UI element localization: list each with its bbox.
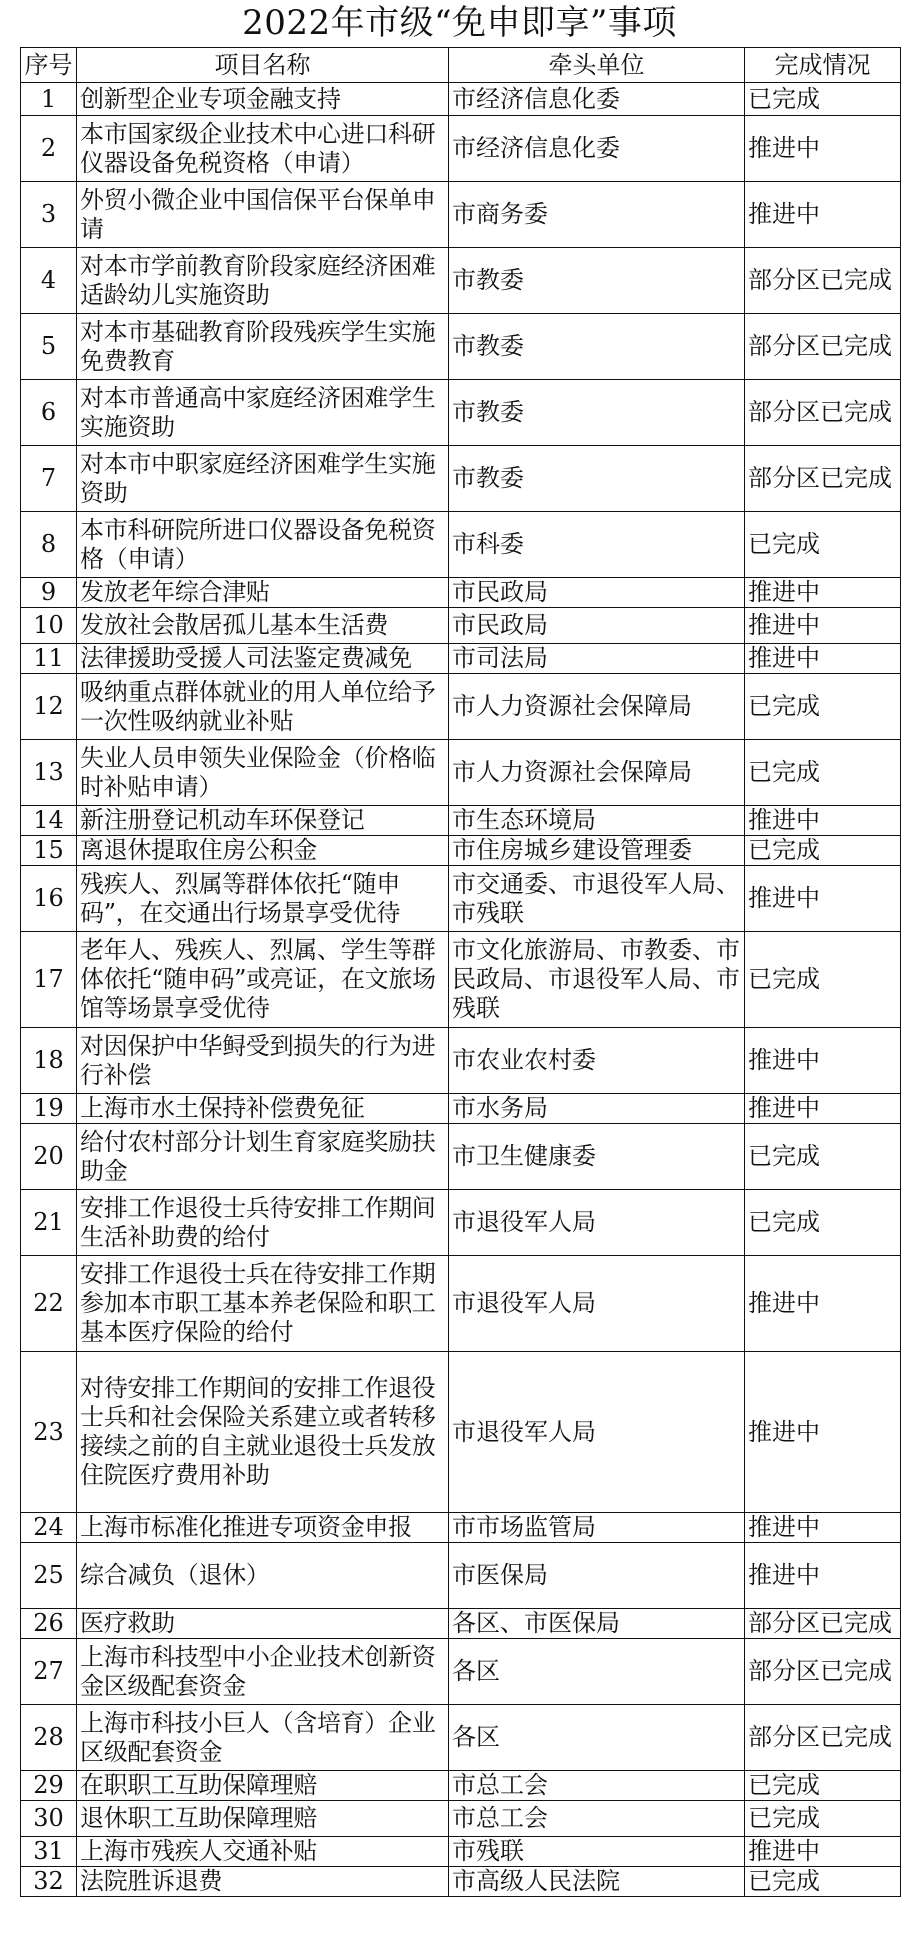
item-name: 上海市科技型中小企业技术创新资金区级配套资金 [77,1639,449,1705]
item-name: 在职职工互助保障理赔 [77,1771,449,1801]
table-row [21,866,901,932]
status: 部分区已完成 [745,1609,901,1639]
table-row [21,248,901,314]
table-row [21,1609,901,1639]
row-number: 2 [21,116,77,182]
table-row [21,1256,901,1352]
table-row [21,806,901,836]
row-number: 31 [21,1837,77,1867]
lead-dept: 市医保局 [449,1543,745,1609]
table-row [21,1801,901,1837]
status: 推进中 [745,866,901,932]
status: 已完成 [745,1771,901,1801]
row-number: 20 [21,1124,77,1190]
row-number: 13 [21,740,77,806]
item-name: 对因保护中华鲟受到损失的行为进行补偿 [77,1028,449,1094]
table-row [21,1543,901,1609]
status: 推进中 [745,1256,901,1352]
lead-dept: 各区、市医保局 [449,1609,745,1639]
item-name: 对本市中职家庭经济困难学生实施资助 [77,446,449,512]
row-number: 26 [21,1609,77,1639]
row-number: 14 [21,806,77,836]
row-number: 17 [21,932,77,1028]
status: 已完成 [745,1801,901,1837]
item-name: 外贸小微企业中国信保平台保单申请 [77,182,449,248]
row-number: 19 [21,1094,77,1124]
status: 推进中 [745,644,901,674]
row-number: 12 [21,674,77,740]
lead-dept: 市教委 [449,314,745,380]
row-number: 23 [21,1352,77,1513]
row-number: 32 [21,1867,77,1897]
status: 已完成 [745,932,901,1028]
row-number: 5 [21,314,77,380]
item-name: 上海市水土保持补偿费免征 [77,1094,449,1124]
row-number: 30 [21,1801,77,1837]
table-row [21,644,901,674]
item-name: 安排工作退役士兵在待安排工作期参加本市职工基本养老保险和职工基本医疗保险的给付 [77,1256,449,1352]
lead-dept: 市残联 [449,1837,745,1867]
item-name: 上海市科技小巨人（含培育）企业区级配套资金 [77,1705,449,1771]
item-name: 发放社会散居孤儿基本生活费 [77,608,449,644]
lead-dept: 市市场监管局 [449,1513,745,1543]
status: 已完成 [745,1124,901,1190]
lead-dept: 市住房城乡建设管理委 [449,836,745,866]
item-name: 法律援助受援人司法鉴定费减免 [77,644,449,674]
table-row [21,83,901,116]
table-row [21,740,901,806]
table-row [21,932,901,1028]
item-name: 新注册登记机动车环保登记 [77,806,449,836]
lead-dept: 市人力资源社会保障局 [449,674,745,740]
lead-dept: 市经济信息化委 [449,83,745,116]
table-row [21,1124,901,1190]
lead-dept: 市民政局 [449,608,745,644]
lead-dept: 市退役军人局 [449,1352,745,1513]
table-row [21,1867,901,1897]
status: 推进中 [745,806,901,836]
table-row [21,314,901,380]
item-name: 吸纳重点群体就业的用人单位给予一次性吸纳就业补贴 [77,674,449,740]
status: 推进中 [745,1543,901,1609]
table-row [21,380,901,446]
status: 部分区已完成 [745,248,901,314]
table-row [21,1352,901,1513]
table-row [21,1705,901,1771]
lead-dept: 市民政局 [449,578,745,608]
status: 已完成 [745,740,901,806]
item-name: 离退休提取住房公积金 [77,836,449,866]
lead-dept: 市总工会 [449,1801,745,1837]
row-number: 16 [21,866,77,932]
row-number: 28 [21,1705,77,1771]
item-name: 失业人员申领失业保险金（价格临时补贴申请） [77,740,449,806]
lead-dept: 各区 [449,1639,745,1705]
lead-dept: 市卫生健康委 [449,1124,745,1190]
item-name: 发放老年综合津贴 [77,578,449,608]
status: 推进中 [745,1352,901,1513]
item-name: 医疗救助 [77,1609,449,1639]
status: 部分区已完成 [745,446,901,512]
lead-dept: 市退役军人局 [449,1190,745,1256]
document-title: 2022年市级“免申即享”事项 [242,3,677,43]
table-row [21,578,901,608]
status: 部分区已完成 [745,314,901,380]
table-row [21,1513,901,1543]
status: 已完成 [745,1190,901,1256]
item-name: 给付农村部分计划生育家庭奖励扶助金 [77,1124,449,1190]
lead-dept: 市总工会 [449,1771,745,1801]
row-number: 25 [21,1543,77,1609]
table-body [21,83,901,1897]
col-header-lead-dept: 牵头单位 [449,48,745,83]
item-name: 本市国家级企业技术中心进口科研仪器设备免税资格（申请） [77,116,449,182]
lead-dept: 市教委 [449,248,745,314]
item-name: 综合减负（退休） [77,1543,449,1609]
status: 推进中 [745,182,901,248]
lead-dept: 市商务委 [449,182,745,248]
lead-dept: 市教委 [449,380,745,446]
items-table [20,47,901,1897]
row-number: 27 [21,1639,77,1705]
table-row [21,1028,901,1094]
lead-dept: 市科委 [449,512,745,578]
lead-dept: 市人力资源社会保障局 [449,740,745,806]
col-header-status: 完成情况 [745,48,901,83]
row-number: 8 [21,512,77,578]
status: 推进中 [745,1513,901,1543]
status: 推进中 [745,1028,901,1094]
status: 已完成 [745,512,901,578]
item-name: 残疾人、烈属等群体依托“随申码”，在交通出行场景享受优待 [77,866,449,932]
lead-dept: 市交通委、市退役军人局、市残联 [449,866,745,932]
row-number: 6 [21,380,77,446]
lead-dept: 市农业农村委 [449,1028,745,1094]
lead-dept: 各区 [449,1705,745,1771]
item-name: 对本市学前教育阶段家庭经济困难适龄幼儿实施资助 [77,248,449,314]
row-number: 1 [21,83,77,116]
item-name: 上海市标准化推进专项资金申报 [77,1513,449,1543]
lead-dept: 市文化旅游局、市教委、市民政局、市退役军人局、市残联 [449,932,745,1028]
table-row [21,674,901,740]
status: 已完成 [745,674,901,740]
lead-dept: 市经济信息化委 [449,116,745,182]
item-name: 法院胜诉退费 [77,1867,449,1897]
status: 推进中 [745,608,901,644]
row-number: 15 [21,836,77,866]
table-row [21,1094,901,1124]
item-name: 对待安排工作期间的安排工作退役士兵和社会保险关系建立或者转移接续之前的自主就业退役士兵发放住院医疗费用补助 [77,1352,449,1513]
col-header-item-name: 项目名称 [77,48,449,83]
item-name: 上海市残疾人交通补贴 [77,1837,449,1867]
item-name: 对本市基础教育阶段残疾学生实施免费教育 [77,314,449,380]
lead-dept: 市司法局 [449,644,745,674]
table-row [21,446,901,512]
col-header-number: 序号 [21,48,77,83]
item-name: 安排工作退役士兵待安排工作期间生活补助费的给付 [77,1190,449,1256]
lead-dept: 市教委 [449,446,745,512]
status: 已完成 [745,1867,901,1897]
status: 推进中 [745,1837,901,1867]
row-number: 7 [21,446,77,512]
table-row [21,836,901,866]
row-number: 9 [21,578,77,608]
status: 已完成 [745,83,901,116]
table-header-row [21,48,901,83]
lead-dept: 市退役军人局 [449,1256,745,1352]
row-number: 10 [21,608,77,644]
item-name: 老年人、残疾人、烈属、学生等群体依托“随申码”或亮证，在文旅场馆等场景享受优待 [77,932,449,1028]
lead-dept: 市生态环境局 [449,806,745,836]
lead-dept: 市水务局 [449,1094,745,1124]
row-number: 24 [21,1513,77,1543]
status: 推进中 [745,1094,901,1124]
status: 部分区已完成 [745,1705,901,1771]
item-name: 创新型企业专项金融支持 [77,83,449,116]
row-number: 21 [21,1190,77,1256]
row-number: 3 [21,182,77,248]
row-number: 18 [21,1028,77,1094]
lead-dept: 市高级人民法院 [449,1867,745,1897]
row-number: 11 [21,644,77,674]
row-number: 4 [21,248,77,314]
status: 部分区已完成 [745,1639,901,1705]
item-name: 本市科研院所进口仪器设备免税资格（申请） [77,512,449,578]
status: 已完成 [745,836,901,866]
table-row [21,1837,901,1867]
table-row [21,1190,901,1256]
table-row [21,1639,901,1705]
item-name: 退休职工互助保障理赔 [77,1801,449,1837]
row-number: 29 [21,1771,77,1801]
status: 部分区已完成 [745,380,901,446]
table-row [21,1771,901,1801]
status: 推进中 [745,116,901,182]
table-row [21,182,901,248]
table-row [21,608,901,644]
item-name: 对本市普通高中家庭经济困难学生实施资助 [77,380,449,446]
table-row [21,116,901,182]
status: 推进中 [745,578,901,608]
table-row [21,512,901,578]
row-number: 22 [21,1256,77,1352]
